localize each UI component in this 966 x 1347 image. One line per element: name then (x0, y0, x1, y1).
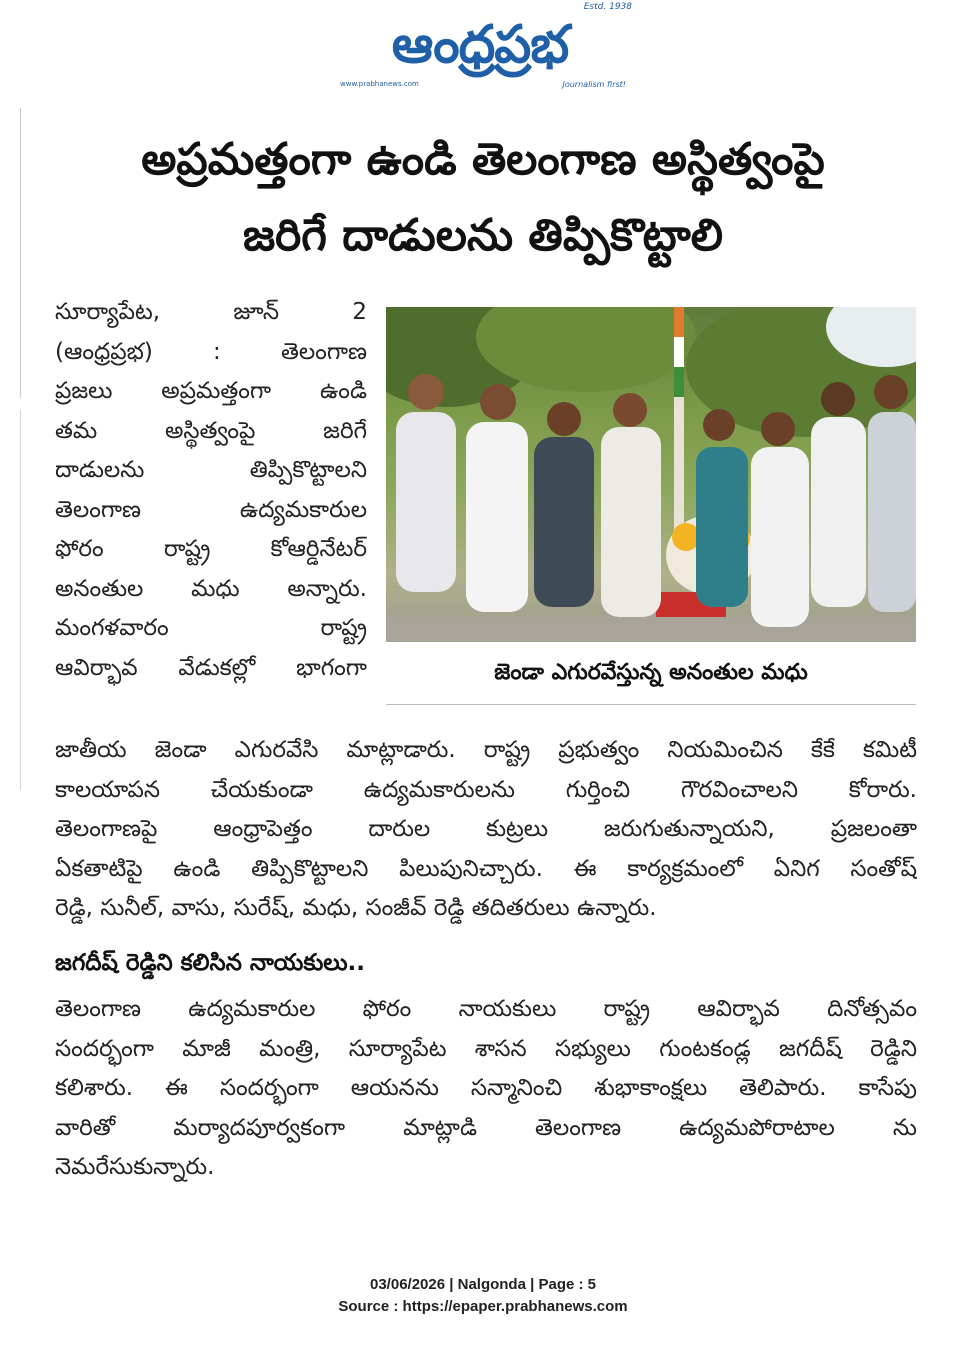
column-line: తమ అస్థిత్వంపై జరిగే (55, 417, 367, 444)
column-line: దాడులను తిప్పికొట్టాలని (55, 457, 367, 483)
headline-line-2: జరిగే దాడులను తిప్పికొట్టాలి (243, 210, 723, 261)
column-line: సూర్యాపేట, జూన్ 2 (55, 299, 367, 325)
column-line: తెలంగాణ ఉద్యమకారుల (55, 496, 367, 523)
column-line: మంగళవారం రాష్ట్ర (55, 615, 367, 641)
article-body-2 (55, 990, 917, 1188)
footer-source: Source : https://epaper.prabhanews.com (338, 1298, 628, 1315)
body2-line: సందర్భంగా మాజీ మంత్రి, సూర్యాపేట శాసన సభ్యులు గుంటకండ్ల జగదీష్ రెడ్డిని (55, 1035, 917, 1062)
masthead-tagline: Journalism first! (562, 80, 626, 89)
photo-scene (386, 307, 916, 642)
article-subheading: జగదీష్ రెడ్డిని కలిసిన నాయకులు.. (55, 950, 366, 976)
article-body (55, 731, 917, 929)
body2-line: నెమరేసుకున్నారు. (55, 1154, 215, 1180)
body-line: కాలయాపన చేయకుండా ఉద్యమకారులను గుర్తించి గౌరవించాలని కోరారు. (55, 776, 917, 803)
masthead (330, 2, 640, 94)
body2-line: తెలంగాణ ఉద్యమకారుల ఫోరం నాయకులు రాష్ట్ర ఆవిర్భావ దినోత్సవం (55, 996, 917, 1022)
body-line: రెడ్డి, సునీల్, వాసు, సురేష్, మధు, సంజీవ్ రెడ్డి తదితరులు ఉన్నారు. (55, 895, 657, 921)
footer-edition-info: 03/06/2026 | Nalgonda | Page : 5 (370, 1276, 596, 1293)
side-divider-lower (20, 410, 21, 790)
body2-line: వారితో మర్యాదపూర్వకంగా మాట్లాడి తెలంగాణ ఉద్యమపోరాటాల ను (55, 1114, 917, 1141)
side-divider (20, 108, 21, 398)
photo-caption: జెండా ఎగురవేస్తున్న అనంతుల మధు (494, 660, 808, 685)
headline-line-1: అప్రమత్తంగా ఉండి తెలంగాణ అస్థిత్వంపై (141, 134, 825, 185)
column-line: ఆవిర్భావ వేడుకల్లో భాగంగా (55, 654, 367, 681)
column-line: (ఆంధ్రప్రభ) : తెలంగాణ (55, 338, 367, 365)
masthead-logo: ఆంధ్రప్రభ (391, 15, 569, 75)
column-line: ప్రజలు అప్రమత్తంగా ఉండి (55, 378, 367, 404)
body2-line: కలిశారు. ఈ సందర్భంగా ఆయనను సన్మానించి శుభాకాంక్షలు తెలిపారు. కాసేపు (55, 1075, 917, 1101)
caption-divider (386, 704, 916, 705)
article-column-text (55, 293, 367, 688)
column-line: ఫోరం రాష్ట్ర కోఆర్డినేటర్ (55, 536, 367, 562)
article-photo (386, 307, 916, 642)
masthead-url: www.prabhanews.com (340, 80, 419, 88)
column-line: అనంతుల మధు అన్నారు. (55, 575, 367, 602)
masthead-estd: Estd. 1938 (583, 2, 632, 12)
body-line: ఏకతాటిపై ఉండి తిప్పికొట్టాలని పిలుపునిచ్చారు. ఈ కార్యక్రమంలో ఏనిగ సంతోష్ (55, 855, 917, 882)
body-line: తెలంగాణపై ఆంధ్రాపెత్తం దారుల కుట్రలు జరుగుతున్నాయని, ప్రజలంతా (55, 816, 917, 842)
body-line: జాతీయ జెండా ఎగురవేసి మాట్లాడారు. రాష్ట్ర ప్రభుత్వం నియమించిన కేకే కమిటీ (55, 737, 917, 763)
